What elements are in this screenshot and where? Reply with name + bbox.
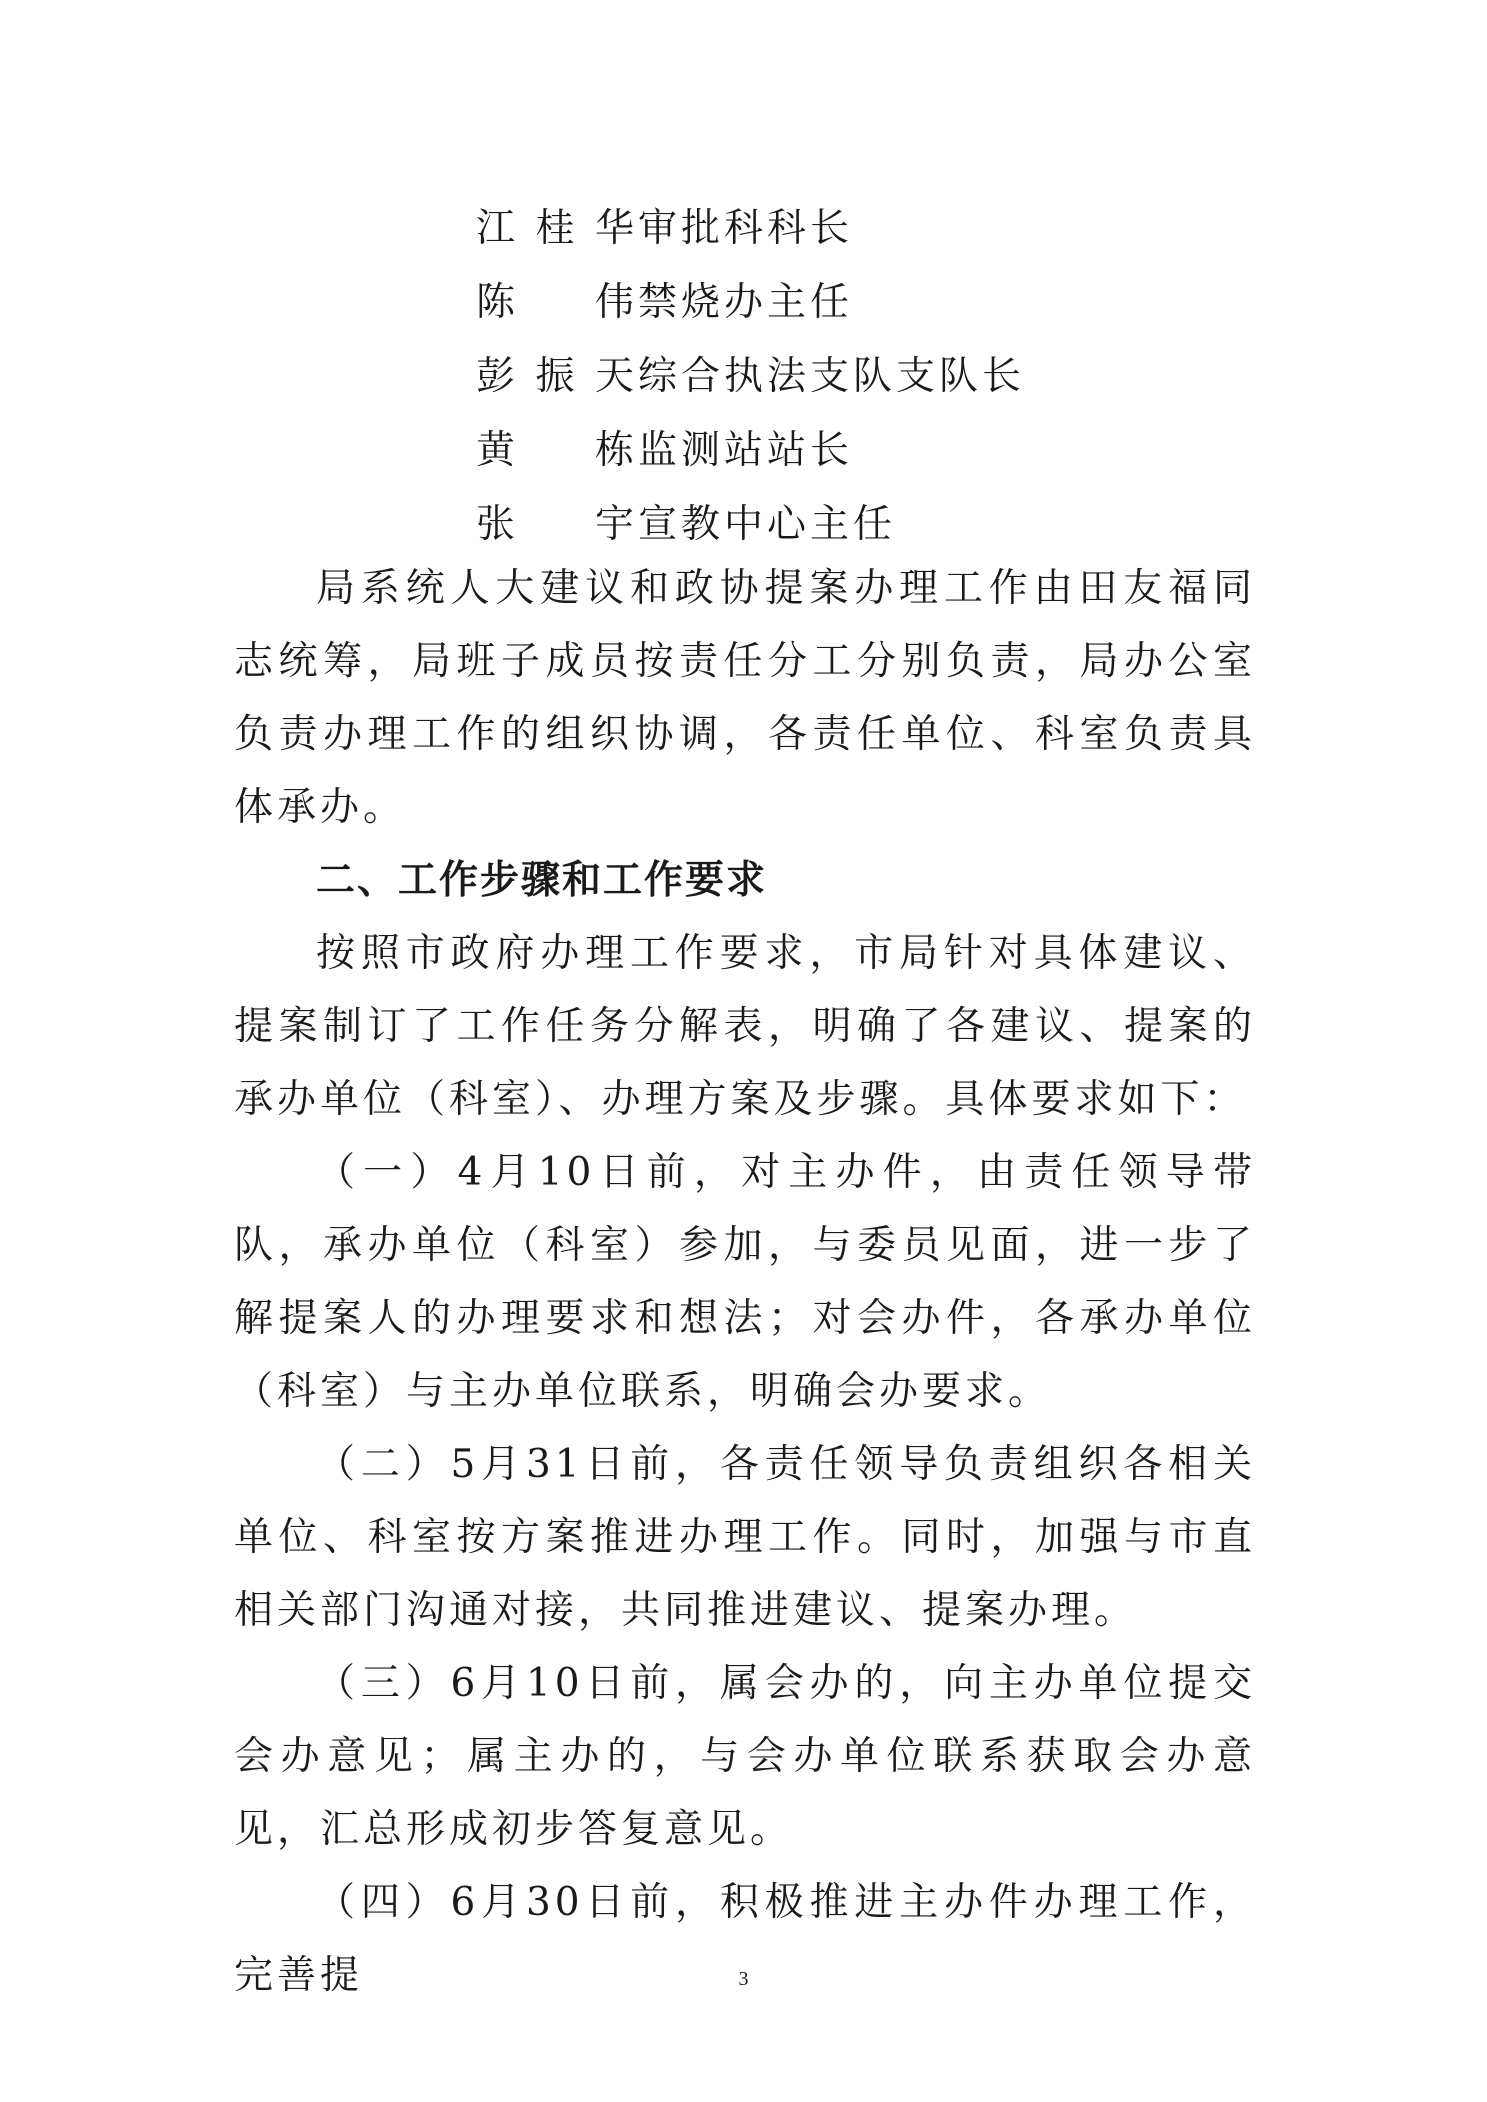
- section-heading: 二、工作步骤和工作要求: [316, 858, 768, 903]
- paragraph-step-4: （四）6月30日前，积极推进主办件办理工作，完善提: [234, 1880, 1256, 1998]
- member-name: 黄栋: [476, 428, 638, 473]
- member-title: 禁烧办主任: [638, 280, 854, 325]
- paragraph-step-2: （二）5月31日前，各责任领导负责组织各相关单位、科室按方案推进办理工作。同时，加强与市直相关部门沟通对接，共同推进建议、提案办理。: [234, 1442, 1256, 1633]
- member-row: [476, 336, 1025, 410]
- member-row: [476, 262, 1025, 336]
- member-title: 监测站站长: [638, 428, 854, 473]
- member-title: 综合执法支队支队长: [638, 354, 1026, 399]
- member-row: [476, 188, 1025, 262]
- paragraph-requirements-intro: 按照市政府办理工作要求，市局针对具体建议、提案制订了工作任务分解表，明确了各建议、提案的承办单位（科室）、办理方案及步骤。具体要求如下：: [234, 931, 1256, 1122]
- paragraph-responsibility: 局系统人大建议和政协提案办理工作由田友福同志统筹，局班子成员按责任分工分别负责，局办公室负责办理工作的组织协调，各责任单位、科室负责具体承办。: [234, 566, 1256, 830]
- member-row: [476, 410, 1025, 484]
- member-row: [476, 484, 1025, 558]
- page-number: 3: [738, 1968, 749, 1990]
- body-text: [234, 552, 1256, 2012]
- member-list: [476, 188, 1025, 558]
- paragraph-step-1: （一）4月10日前，对主办件，由责任领导带队，承办单位（科室）参加，与委员见面，进一步了解提案人的办理要求和想法；对会办件，各承办单位（科室）与主办单位联系，明确会办要求。: [234, 1150, 1256, 1414]
- member-name: 张宇: [476, 502, 638, 547]
- member-title: 审批科科长: [638, 206, 854, 251]
- paragraph-step-3: （三）6月10日前，属会办的，向主办单位提交会办意见；属主办的，与会办单位联系获取会办意见，汇总形成初步答复意见。: [234, 1661, 1256, 1852]
- member-name: 彭振天: [476, 354, 638, 399]
- member-name: 江桂华: [476, 206, 638, 251]
- member-name: 陈伟: [476, 280, 638, 325]
- member-title: 宣教中心主任: [638, 502, 897, 547]
